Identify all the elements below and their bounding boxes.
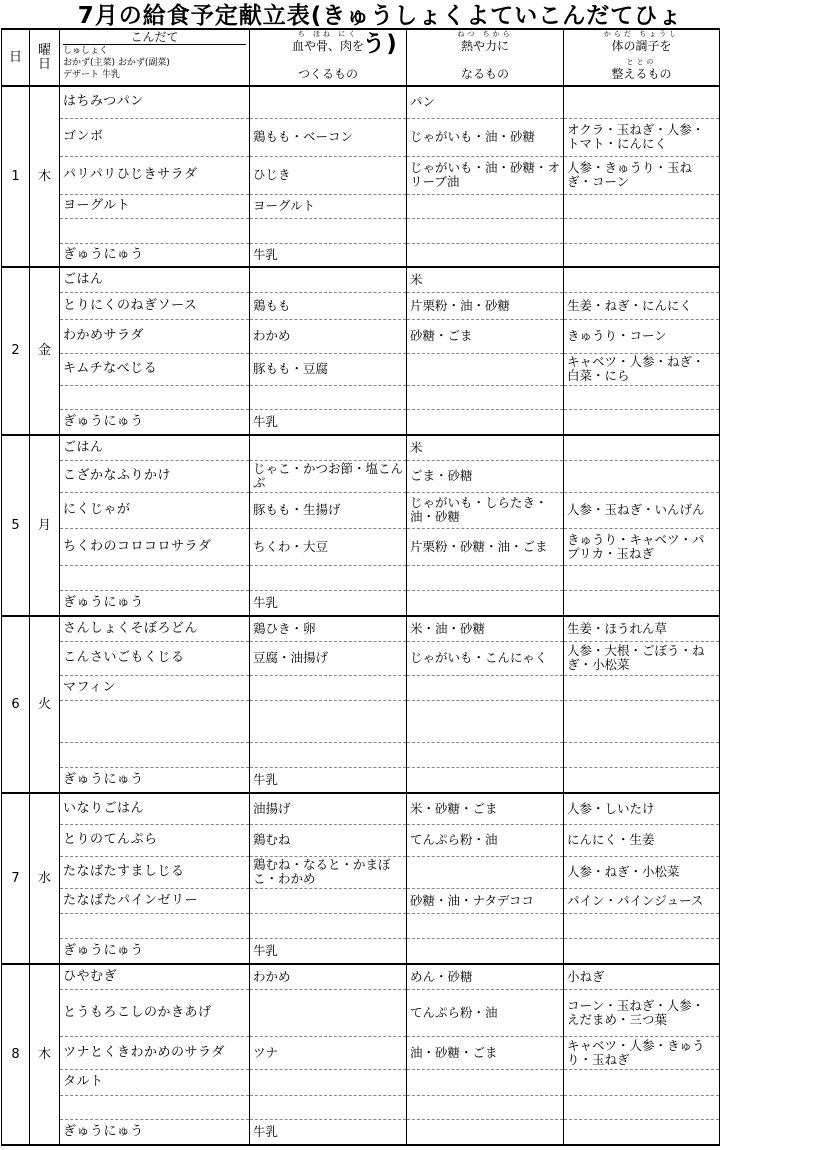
body-ingredients: [564, 385, 720, 409]
body-ingredients: にんにく・生姜: [564, 824, 720, 856]
header-day: 日: [2, 29, 30, 86]
menu-row: [2, 292, 720, 319]
menu-row: [2, 793, 720, 824]
body-ingredients: オクラ・玉ねぎ・人参・トマト・にんにく: [564, 118, 720, 156]
header-menu-line1: しゅしょく: [63, 46, 109, 56]
menu-row: [2, 319, 720, 353]
energy-ingredients: [407, 1119, 564, 1145]
body-ingredients: [564, 460, 720, 492]
menu-dish: ぎゅうにゅう: [60, 767, 250, 793]
page-title: 7月の給食予定献立表(きゅうしょくよていこんだてひょう): [77, 3, 683, 57]
menu-row: [2, 888, 720, 913]
blood-ingredients: [250, 267, 407, 292]
header-blood-main: 血や骨、肉を: [291, 39, 364, 53]
menu-row: [2, 218, 720, 243]
blood-ingredients: [250, 913, 407, 938]
body-ingredients: [564, 1119, 720, 1145]
blood-ingredients: 油揚げ: [250, 793, 407, 824]
header-energy-sub: なるもの: [460, 67, 509, 81]
header-energy-ruby: ねつ ちから: [457, 30, 513, 38]
header-menu-line3: デザート 牛乳: [63, 70, 120, 80]
header-row: [2, 29, 720, 86]
menu-row: [2, 913, 720, 938]
blood-ingredients: [250, 385, 407, 409]
blood-ingredients: 牛乳: [250, 590, 407, 616]
blood-ingredients: [250, 675, 407, 700]
menu-row: [2, 409, 720, 435]
blood-ingredients: 豚もも・豆腐: [250, 353, 407, 385]
body-ingredients: キャベツ・人参・ねぎ・白菜・にら: [564, 353, 720, 385]
menu-row: [2, 492, 720, 528]
energy-ingredients: 米・油・砂糖: [407, 616, 564, 641]
menu-table: [1, 28, 720, 1146]
blood-ingredients: 牛乳: [250, 767, 407, 793]
menu-row: [2, 616, 720, 641]
energy-ingredients: 砂糖・ごま: [407, 319, 564, 353]
menu-row: [2, 856, 720, 888]
header-body-main: 体の調子を: [611, 39, 672, 53]
body-ingredients: [564, 913, 720, 938]
header-energy: [407, 29, 564, 86]
menu-dish: ツナとくきわかめのサラダ: [60, 1036, 250, 1069]
menu-row: [2, 767, 720, 793]
menu-dish: たなばたパインゼリー: [60, 888, 250, 913]
energy-ingredients: [407, 938, 564, 964]
menu-row: [2, 86, 720, 118]
menu-dish: [60, 218, 250, 243]
menu-dish: [60, 1095, 250, 1119]
energy-ingredients: [407, 218, 564, 243]
menu-dish: いなりごはん: [60, 793, 250, 824]
body-ingredients: 人参・大根・ごぼう・ねぎ・小松菜: [564, 641, 720, 675]
blood-ingredients: [250, 1069, 407, 1095]
blood-ingredients: [250, 435, 407, 460]
energy-ingredients: 砂糖・油・ナタデココ: [407, 888, 564, 913]
body-ingredients: [564, 86, 720, 118]
blood-ingredients: 牛乳: [250, 1119, 407, 1145]
menu-row: [2, 742, 720, 767]
menu-dish: わかめサラダ: [60, 319, 250, 353]
energy-ingredients: パン: [407, 86, 564, 118]
body-ingredients: コーン・玉ねぎ・人参・えだまめ・三つ葉: [564, 989, 720, 1036]
menu-row: [2, 118, 720, 156]
header-blood: [250, 29, 407, 86]
blood-ingredients: [250, 700, 407, 742]
header-body-sub-ruby: ととの: [626, 58, 657, 66]
energy-ingredients: ごま・砂糖: [407, 460, 564, 492]
day-of-week: 金: [30, 267, 60, 435]
energy-ingredients: [407, 1095, 564, 1119]
menu-row: [2, 1095, 720, 1119]
menu-dish: たなばたすましじる: [60, 856, 250, 888]
body-ingredients: きゅうり・キャベツ・パプリカ・玉ねぎ: [564, 528, 720, 565]
energy-ingredients: [407, 243, 564, 267]
menu-dish: ぎゅうにゅう: [60, 1119, 250, 1145]
body-ingredients: [564, 742, 720, 767]
body-ingredients: [564, 218, 720, 243]
menu-dish: ぎゅうにゅう: [60, 938, 250, 964]
energy-ingredients: 片栗粉・砂糖・油・ごま: [407, 528, 564, 565]
day-of-week: 月: [30, 435, 60, 616]
menu-row: [2, 590, 720, 616]
header-menu: [60, 29, 250, 86]
blood-ingredients: 牛乳: [250, 938, 407, 964]
body-ingredients: きゅうり・コーン: [564, 319, 720, 353]
body-ingredients: 生姜・ねぎ・にんにく: [564, 292, 720, 319]
header-energy-main: 熱や力に: [460, 39, 509, 53]
header-blood-ruby: ち ほね にく: [297, 30, 359, 38]
menu-row: [2, 938, 720, 964]
blood-ingredients: 鶏もも・ベーコン: [250, 118, 407, 156]
body-ingredients: 人参・玉ねぎ・いんげん: [564, 492, 720, 528]
menu-dish: キムチなべじる: [60, 353, 250, 385]
menu-row: [2, 435, 720, 460]
menu-dish: タルト: [60, 1069, 250, 1095]
menu-row: [2, 641, 720, 675]
blood-ingredients: ひじき: [250, 156, 407, 194]
blood-ingredients: [250, 989, 407, 1036]
blood-ingredients: じゃこ・かつお節・塩こんぶ: [250, 460, 407, 492]
menu-row: [2, 385, 720, 409]
menu-row: [2, 243, 720, 267]
menu-dish: ぎゅうにゅう: [60, 409, 250, 435]
blood-ingredients: 鶏むね: [250, 824, 407, 856]
day-of-week: 水: [30, 793, 60, 964]
menu-dish: ちくわのコロコロサラダ: [60, 528, 250, 565]
day-number: 6: [2, 616, 30, 793]
energy-ingredients: [407, 913, 564, 938]
energy-ingredients: てんぷら粉・油: [407, 824, 564, 856]
blood-ingredients: ツナ: [250, 1036, 407, 1069]
energy-ingredients: [407, 767, 564, 793]
menu-row: [2, 528, 720, 565]
energy-ingredients: [407, 590, 564, 616]
blood-ingredients: 鶏もも: [250, 292, 407, 319]
energy-ingredients: [407, 565, 564, 590]
energy-ingredients: [407, 1069, 564, 1095]
energy-ingredients: [407, 856, 564, 888]
header-body: [564, 29, 720, 86]
menu-dish: パリパリひじきサラダ: [60, 156, 250, 194]
body-ingredients: [564, 938, 720, 964]
menu-row: [2, 964, 720, 989]
blood-ingredients: ちくわ・大豆: [250, 528, 407, 565]
menu-row: [2, 1036, 720, 1069]
menu-dish: [60, 742, 250, 767]
energy-ingredients: [407, 353, 564, 385]
body-ingredients: 人参・ねぎ・小松菜: [564, 856, 720, 888]
menu-row: [2, 1119, 720, 1145]
menu-dish: ぎゅうにゅう: [60, 243, 250, 267]
day-of-week: 木: [30, 964, 60, 1145]
body-ingredients: キャベツ・人参・きゅうり・玉ねぎ: [564, 1036, 720, 1069]
blood-ingredients: [250, 565, 407, 590]
body-ingredients: パイン・パインジュース: [564, 888, 720, 913]
menu-row: [2, 267, 720, 292]
menu-row: [2, 675, 720, 700]
day-number: 2: [2, 267, 30, 435]
energy-ingredients: [407, 675, 564, 700]
blood-ingredients: 鶏むね・なると・かまぼこ・わかめ: [250, 856, 407, 888]
menu-row: [2, 1069, 720, 1095]
body-ingredients: 生姜・ほうれん草: [564, 616, 720, 641]
energy-ingredients: じゃがいも・油・砂糖・オリーブ油: [407, 156, 564, 194]
menu-dish: とりにくのねぎソース: [60, 292, 250, 319]
body-ingredients: [564, 675, 720, 700]
day-of-week: 火: [30, 616, 60, 793]
body-ingredients: [564, 565, 720, 590]
energy-ingredients: てんぷら粉・油: [407, 989, 564, 1036]
menu-row: [2, 824, 720, 856]
energy-ingredients: [407, 742, 564, 767]
blood-ingredients: [250, 218, 407, 243]
blood-ingredients: わかめ: [250, 319, 407, 353]
body-ingredients: [564, 267, 720, 292]
energy-ingredients: じゃがいも・油・砂糖: [407, 118, 564, 156]
menu-row: [2, 565, 720, 590]
energy-ingredients: 片栗粉・油・砂糖: [407, 292, 564, 319]
menu-dish: さんしょくそぼろどん: [60, 616, 250, 641]
body-ingredients: [564, 243, 720, 267]
menu-dish: とうもろこしのかきあげ: [60, 989, 250, 1036]
menu-row: [2, 156, 720, 194]
menu-dish: [60, 700, 250, 742]
menu-dish: [60, 913, 250, 938]
menu-dish: ぎゅうにゅう: [60, 590, 250, 616]
menu-dish: こざかなふりかけ: [60, 460, 250, 492]
menu-row: [2, 989, 720, 1036]
day-number: 1: [2, 86, 30, 267]
blood-ingredients: 牛乳: [250, 243, 407, 267]
day-number: 5: [2, 435, 30, 616]
menu-dish: にくじゃが: [60, 492, 250, 528]
energy-ingredients: [407, 385, 564, 409]
energy-ingredients: 米: [407, 267, 564, 292]
body-ingredients: [564, 1095, 720, 1119]
header-blood-sub: つくるもの: [297, 67, 358, 81]
blood-ingredients: ヨーグルト: [250, 194, 407, 218]
blood-ingredients: わかめ: [250, 964, 407, 989]
body-ingredients: 小ねぎ: [564, 964, 720, 989]
header-menu-ruby: こんだて: [63, 30, 246, 45]
body-ingredients: 人参・きゅうり・玉ねぎ・コーン: [564, 156, 720, 194]
energy-ingredients: 油・砂糖・ごま: [407, 1036, 564, 1069]
menu-dish: ヨーグルト: [60, 194, 250, 218]
body-ingredients: [564, 409, 720, 435]
header-menu-line2: おかず(主菜) おかず(副菜): [63, 58, 170, 68]
menu-dish: マフィン: [60, 675, 250, 700]
menu-dish: こんさいごもくじる: [60, 641, 250, 675]
energy-ingredients: [407, 194, 564, 218]
blood-ingredients: 牛乳: [250, 409, 407, 435]
day-of-week: 木: [30, 86, 60, 267]
energy-ingredients: じゃがいも・こんにゃく: [407, 641, 564, 675]
menu-row: [2, 460, 720, 492]
header-body-ruby: からだ ちょうし: [603, 30, 680, 38]
body-ingredients: [564, 194, 720, 218]
blood-ingredients: [250, 86, 407, 118]
energy-ingredients: めん・砂糖: [407, 964, 564, 989]
menu-row: [2, 194, 720, 218]
header-body-sub: 整えるもの: [611, 67, 672, 81]
blood-ingredients: 鶏ひき・卵: [250, 616, 407, 641]
body-ingredients: [564, 767, 720, 793]
menu-row: [2, 700, 720, 742]
menu-dish: ごはん: [60, 435, 250, 460]
energy-ingredients: [407, 700, 564, 742]
menu-dish: はちみつパン: [60, 86, 250, 118]
menu-dish: とりのてんぷら: [60, 824, 250, 856]
menu-dish: [60, 565, 250, 590]
body-ingredients: [564, 435, 720, 460]
menu-dish: ゴンボ: [60, 118, 250, 156]
blood-ingredients: [250, 1095, 407, 1119]
header-dow: 曜日: [30, 29, 60, 86]
energy-ingredients: [407, 409, 564, 435]
menu-dish: ひやむぎ: [60, 964, 250, 989]
day-number: 7: [2, 793, 30, 964]
body-ingredients: [564, 1069, 720, 1095]
menu-dish: [60, 385, 250, 409]
day-number: 8: [2, 964, 30, 1145]
energy-ingredients: じゃがいも・しらたき・油・砂糖: [407, 492, 564, 528]
blood-ingredients: [250, 742, 407, 767]
body-ingredients: [564, 590, 720, 616]
body-ingredients: 人参・しいたけ: [564, 793, 720, 824]
energy-ingredients: 米・砂糖・ごま: [407, 793, 564, 824]
energy-ingredients: 米: [407, 435, 564, 460]
menu-dish: ごはん: [60, 267, 250, 292]
body-ingredients: [564, 700, 720, 742]
menu-row: [2, 353, 720, 385]
blood-ingredients: [250, 888, 407, 913]
blood-ingredients: 豚もも・生揚げ: [250, 492, 407, 528]
blood-ingredients: 豆腐・油揚げ: [250, 641, 407, 675]
